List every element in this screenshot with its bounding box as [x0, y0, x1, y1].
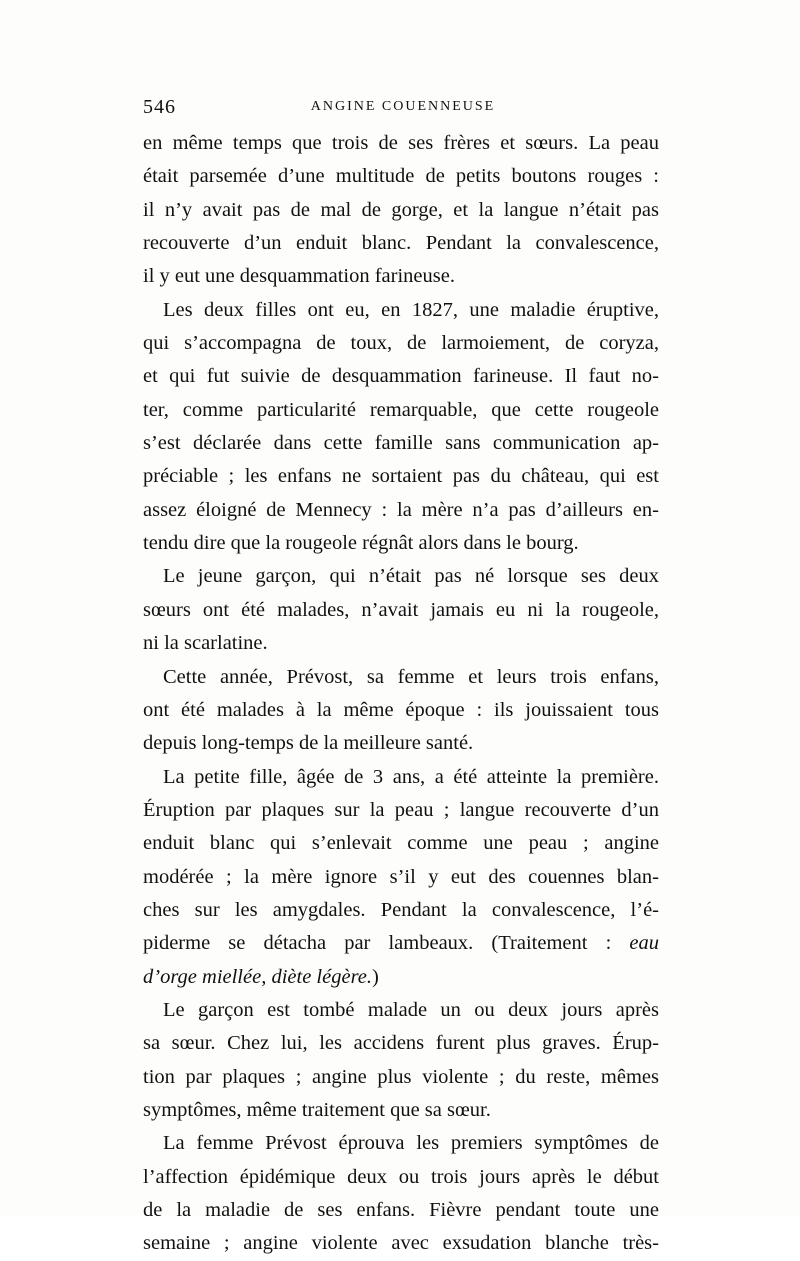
- page-number: 546: [143, 96, 176, 118]
- text-line: [143, 694, 659, 727]
- text-line-content: tendu dire que la rougeole régnât alors dans le bourg.: [143, 532, 579, 555]
- text-line-content: depuis long-temps de la meilleure santé.: [143, 732, 474, 755]
- text-line: [143, 560, 659, 593]
- text-line-content: Le garçon est tombé malade un ou deux jours après: [163, 998, 659, 1021]
- text-line-content: semaine ; angine violente avec exsudation blanche très-: [143, 1232, 659, 1255]
- text-line: [143, 594, 659, 627]
- text-line-content: était parsemée d’une multitude de petits boutons rouges :: [143, 165, 659, 188]
- text-line: [143, 794, 659, 827]
- text-line: [143, 494, 659, 527]
- text-line: [143, 661, 659, 694]
- text-line-content: s’est déclarée dans cette famille sans communication ap-: [143, 432, 659, 455]
- text-line: [143, 160, 659, 193]
- text-line: [143, 894, 659, 927]
- text-line: [143, 727, 659, 760]
- text-line: [143, 994, 659, 1027]
- text-line: [143, 1227, 659, 1260]
- text-line-content: il y eut une desquammation farineuse.: [143, 265, 455, 288]
- text-line: [143, 827, 659, 860]
- text-line-content: assez éloigné de Mennecy : la mère n’a pas d’ailleurs en-: [143, 498, 659, 521]
- text-line: [143, 460, 659, 493]
- italic-text: d’orge miellée, diète légère.: [143, 965, 373, 988]
- text-line: [143, 360, 659, 393]
- text-line: [143, 961, 659, 994]
- text-line: [143, 194, 659, 227]
- text-line-content: Le jeune garçon, qui n’était pas né lorsque ses deux: [163, 565, 659, 588]
- text-line-content: qui s’accompagna de toux, de larmoiement, de coryza,: [143, 332, 659, 355]
- text-line: [143, 260, 659, 293]
- text-line: [143, 927, 659, 960]
- running-title: ANGINE COUENNEUSE: [310, 99, 496, 114]
- text-line: [143, 294, 659, 327]
- text-line: [143, 861, 659, 894]
- text-line-content: Les deux filles ont eu, en 1827, une maladie éruptive,: [163, 298, 659, 321]
- text-line: [143, 761, 659, 794]
- text-line-content: Éruption par plaques sur la peau ; langue recouverte d’un: [143, 798, 659, 821]
- text-line-content: et qui fut suivie de desquammation farineuse. Il faut no-: [143, 365, 659, 388]
- text-line: [143, 427, 659, 460]
- italic-text: eau: [629, 932, 659, 955]
- text-line-content: l’affection épidémique deux ou trois jours après le début: [143, 1165, 659, 1188]
- text-line: [143, 1094, 659, 1127]
- text-line: [143, 1194, 659, 1227]
- text-line-content: piderme se détacha par lambeaux. (Traitement :: [143, 932, 630, 955]
- text-line-content: ches sur les amygdales. Pendant la convalescence, l’é-: [143, 898, 659, 921]
- text-line: [143, 327, 659, 360]
- text-line-content: ni la scarlatine.: [143, 632, 268, 655]
- text-line-content: La femme Prévost éprouva les premiers symptômes de: [163, 1132, 659, 1155]
- text-line-content: enduit blanc qui s’enlevait comme une peau ; angine: [143, 832, 659, 855]
- text-line-content: La petite fille, âgée de 3 ans, a été atteinte la première.: [163, 765, 659, 788]
- text-line: [143, 127, 659, 160]
- text-line: [143, 227, 659, 260]
- text-line: [143, 627, 659, 660]
- text-line-content: sœurs ont été malades, n’avait jamais eu ni la rougeole,: [143, 598, 659, 621]
- text-line-content: recouverte d’un enduit blanc. Pendant la convalescence,: [143, 232, 659, 255]
- text-line-content: tion par plaques ; angine plus violente ; du reste, mêmes: [143, 1065, 659, 1088]
- text-line-content: ter, comme particularité remarquable, que cette rougeole: [143, 398, 659, 421]
- body-text: [143, 127, 659, 1261]
- text-line-content: sa sœur. Chez lui, les accidens furent plus graves. Érup-: [143, 1032, 659, 1055]
- text-line-content: symptômes, même traitement que sa sœur.: [143, 1098, 491, 1121]
- text-line-content: Cette année, Prévost, sa femme et leurs trois enfans,: [163, 665, 659, 688]
- text-line-content: de la maladie de ses enfans. Fièvre pendant toute une: [143, 1199, 659, 1221]
- text-line: [143, 1161, 659, 1194]
- text-line-content: préciable ; les enfans ne sortaient pas du château, qui est: [143, 465, 659, 488]
- running-head: [143, 96, 663, 122]
- text-line: [143, 1061, 659, 1094]
- text-line-content: en même temps que trois de ses frères et sœurs. La peau: [143, 132, 659, 154]
- text-line-content: il n’y avait pas de mal de gorge, et la langue n’était pas: [143, 198, 659, 221]
- text-line: [143, 527, 659, 560]
- text-line-content: modérée ; la mère ignore s’il y eut des couennes blan-: [143, 865, 659, 888]
- closing-parenthesis: ): [372, 965, 379, 988]
- text-line-content: ont été malades à la même époque : ils jouissaient tous: [143, 698, 659, 721]
- text-line: [143, 1027, 659, 1060]
- text-line: [143, 1127, 659, 1160]
- text-line: [143, 394, 659, 427]
